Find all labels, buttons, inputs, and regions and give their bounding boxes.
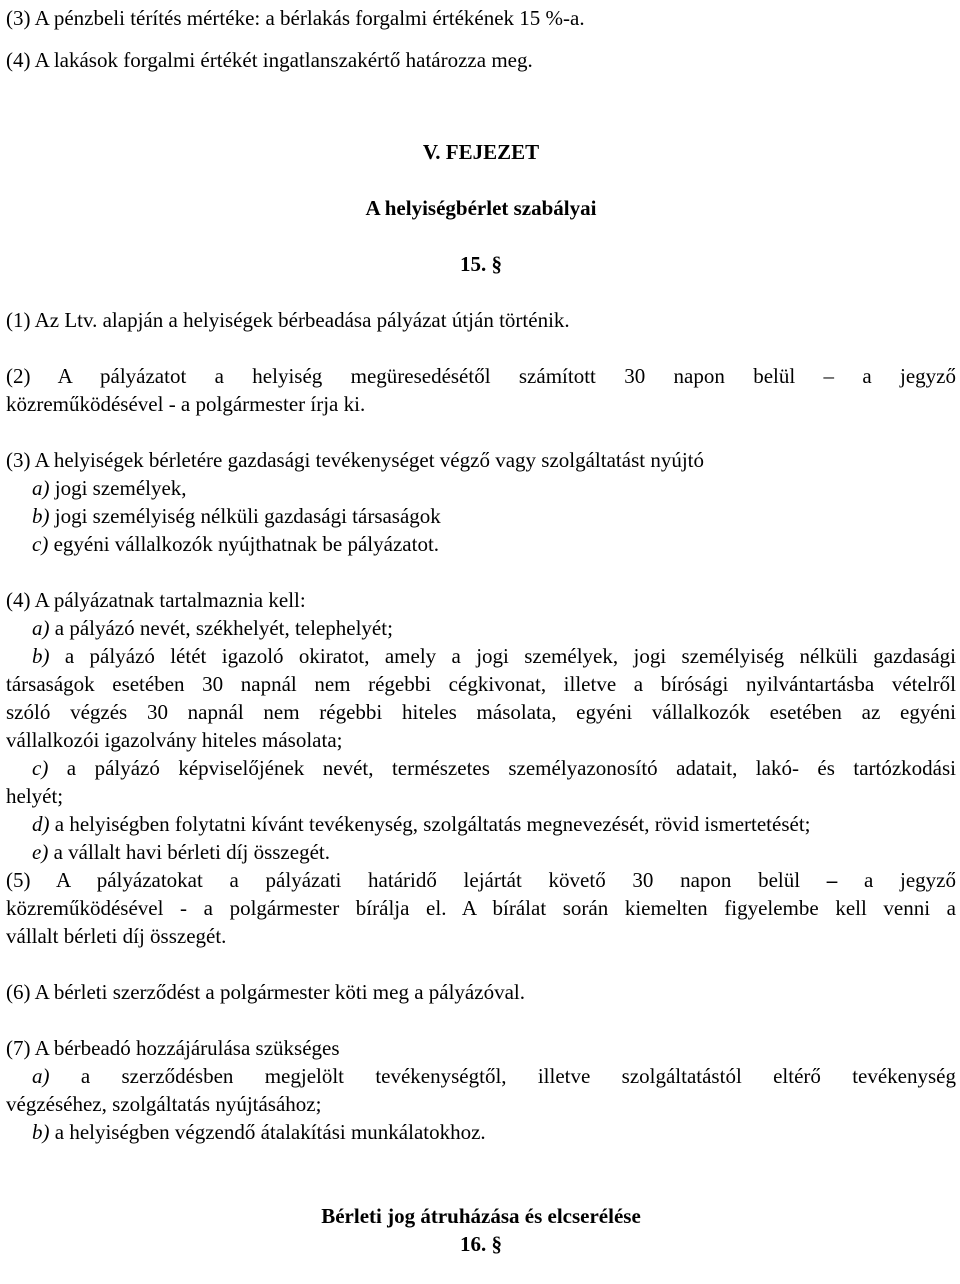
paragraph-line: (7) A bérbeadó hozzájárulása szükséges	[6, 1036, 340, 1060]
list-text: jogi személyek,	[49, 476, 187, 500]
list-text: a helyiségben folytatni kívánt tevékenység, szolgáltatás megnevezését, rövid ismertetését;	[49, 812, 811, 836]
list-text: a szerződésben megjelölt tevékenységtől, illetve szolgáltatástól eltérő tevékenység	[49, 1064, 956, 1088]
list-item	[6, 530, 956, 558]
list-item	[6, 754, 956, 782]
list-item	[6, 502, 956, 530]
paragraph-line: (4) A lakások forgalmi értékét ingatlanszakértő határozza meg.	[6, 48, 533, 72]
list-label: b)	[32, 504, 50, 528]
list-text: a pályázó képviselőjének nevét, természetes személyazonosító adatait, lakó- és tartózkodási	[48, 756, 956, 780]
paragraph-line: (1) Az Ltv. alapján a helyiségek bérbeadása pályázat útján történik.	[6, 308, 570, 332]
list-label: a)	[32, 616, 50, 640]
list-text: a pályázó nevét, székhelyét, telephelyét;	[49, 616, 393, 640]
paragraph-line: végzéséhez, szolgáltatás nyújtásához;	[6, 1092, 322, 1116]
list-label: c)	[32, 756, 49, 780]
paragraph-line: vállalkozói igazolvány hiteles másolata;	[6, 728, 343, 752]
paragraph-line: (3) A helyiségek bérletére gazdasági tevékenységet végző vagy szolgáltatást nyújtó	[6, 448, 704, 472]
list-item	[6, 1062, 956, 1090]
list-item	[6, 642, 956, 670]
section-number: 15. §	[460, 252, 502, 276]
paragraph-line-justified: társaságok esetében 30 napnál nem régebbi cégkivonat, illetve a bírósági nyilvántartásba vételről	[6, 672, 956, 696]
list-label: c)	[32, 532, 49, 556]
paragraph-line-justified: (2) A pályázatot a helyiség megüresedésétől számított 30 napon belül – a jegyző	[6, 364, 956, 388]
list-text: jogi személyiség nélküli gazdasági társaságok	[49, 504, 441, 528]
section-number: 16. §	[460, 1232, 502, 1256]
paragraph-line-justified: közreműködésével - a polgármester bírálja el. A bírálat során kiemelten figyelembe kell venni a	[6, 896, 956, 920]
chapter-number: V. FEJEZET	[422, 140, 540, 164]
paragraph-line: közreműködésével - a polgármester írja ki.	[6, 392, 366, 416]
list-label: b)	[32, 644, 50, 668]
paragraph-line: (6) A bérleti szerződést a polgármester köti meg a pályázóval.	[6, 980, 525, 1004]
chapter-title: A helyiségbérlet szabályai	[365, 196, 597, 220]
list-text: a vállalt havi bérleti díj összegét.	[48, 840, 330, 864]
paragraph-line-justified	[6, 866, 956, 894]
list-item	[6, 810, 956, 838]
list-text: egyéni vállalkozók nyújthatnak be pályázatot.	[48, 532, 440, 556]
paragraph-line: vállalt bérleti díj összegét.	[6, 924, 227, 948]
list-label: a)	[32, 476, 50, 500]
paragraph-line: helyét;	[6, 784, 64, 808]
list-item	[6, 474, 956, 502]
paragraph-line-justified: szóló végzés 30 napnál nem régebbi hiteles másolata, egyéni vállalkozók esetében az egyéni	[6, 700, 956, 724]
list-label: e)	[32, 840, 49, 864]
list-text: a helyiségben végzendő átalakítási munkálatokhoz.	[49, 1120, 486, 1144]
paragraph-line: (3) A pénzbeli térítés mértéke: a bérlakás forgalmi értékének 15 %-a.	[6, 6, 585, 30]
dash: –	[826, 868, 838, 892]
paragraph-text: (5) A pályázatokat a pályázati határidő lejártát követő 30 napon belül	[6, 868, 827, 892]
list-text: a pályázó létét igazoló okiratot, amely a jogi személyek, jogi személyiség nélküli gazdasági	[49, 644, 956, 668]
list-item	[6, 838, 956, 866]
list-item	[6, 614, 956, 642]
paragraph-line: (4) A pályázatnak tartalmaznia kell:	[6, 588, 306, 612]
list-label: a)	[32, 1064, 50, 1088]
section-heading: Bérleti jog átruházása és elcserélése	[321, 1204, 641, 1228]
list-label: b)	[32, 1120, 50, 1144]
list-label: d)	[32, 812, 50, 836]
list-item	[6, 1118, 956, 1146]
paragraph-text: a jegyző	[837, 868, 956, 892]
